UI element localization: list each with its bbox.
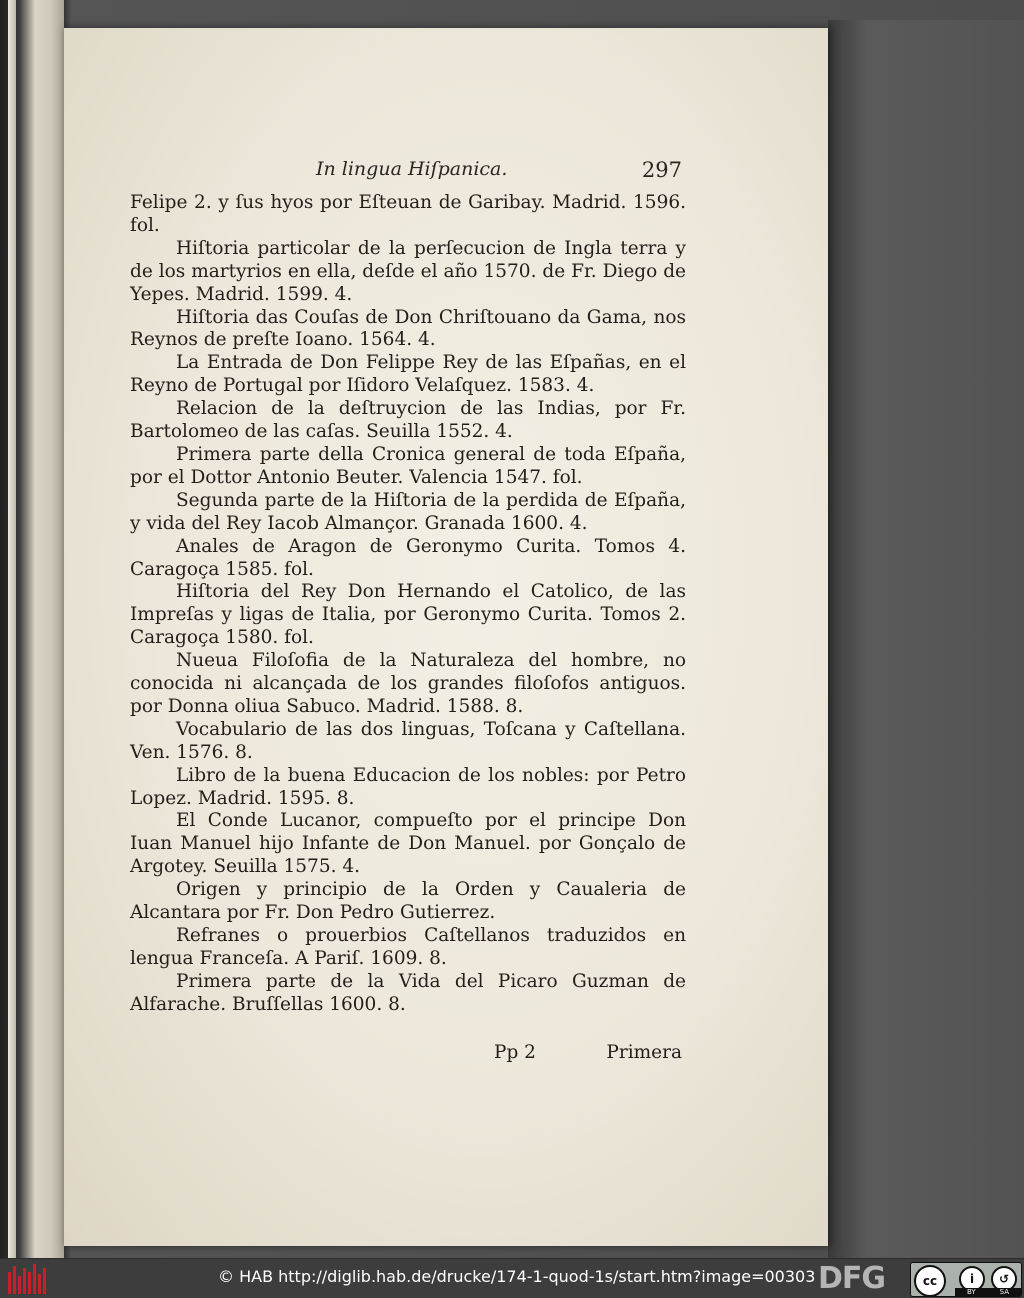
catalog-text <box>130 192 686 1017</box>
catalog-entry: Primera parte de la Vida del Picaro Guzman de Alfarache. Bruſſellas 1600. 8. <box>130 970 686 1015</box>
dfg-logo[interactable]: DFG <box>818 1261 886 1296</box>
cc-sa-icon: ↺ <box>991 1266 1017 1292</box>
catchword: Primera <box>606 1042 682 1063</box>
catalog-entry: La Entrada de Don Felippe Rey de las Eſpañas, en el Reyno de Portugal por Iſidoro Velaſquez. 1583. 4. <box>130 352 686 397</box>
cc-sa-label: SA <box>999 1288 1009 1296</box>
catalog-entry: Hiſtoria particolar de la perſecucion de Ingla terra y de los martyrios en ella, deſde el año 1570. de Fr. Diego de Yepes. Madrid. 1599. 4. <box>130 237 686 305</box>
running-head <box>250 154 690 190</box>
catalog-entry: Anales de Aragon de Geronymo Curita. Tomos 4. Caragoça 1585. fol. <box>130 535 686 580</box>
cc-labels <box>955 1288 1021 1296</box>
catalog-entry: Nueua Filoſofia de la Naturaleza del hombre, no conocida ni alcançada de los grandes filoſofos antiguos. por Donna oliua Sabuco. Madrid. 1588. 8. <box>130 650 686 717</box>
cc-by-label: BY <box>966 1288 976 1296</box>
page-number: 297 <box>641 158 682 182</box>
catalog-entry: Relacion de la deſtruycion de las Indias, por Fr. Bartolomeo de las caſas. Seuilla 1552. 4. <box>130 398 686 443</box>
catalog-entry: Hiſtoria das Couſas de Don Chriſtouano da Gama, nos Reynos de preſte Ioano. 1564. 4. <box>130 306 686 351</box>
page-footer <box>130 1038 686 1066</box>
catalog-entry: Segunda parte de la Hiſtoria de la perdida de Eſpaña, y vida del Rey Iacob Almançor. Granada 1600. 4. <box>130 489 686 534</box>
catalog-entry: Felipe 2. y ſus hyos por Eſteuan de Garibay. Madrid. 1596. fol. <box>130 192 686 236</box>
page-edge-strip <box>8 0 16 1258</box>
cc-license-badge[interactable] <box>910 1262 1022 1297</box>
copyright-link[interactable]: © HAB http://diglib.hab.de/drucke/174-1-quod-1s/start.htm?image=00303 <box>218 1267 816 1286</box>
catalog-entry: Refranes o prouerbios Caſtellanos traduzidos en lengua Franceſa. A Pariſ. 1609. 8. <box>130 925 686 969</box>
catalog-entry: Vocabulario de las dos linguas, Toſcana y Caſtellana. Ven. 1576. 8. <box>130 718 686 763</box>
catalog-entry: Primera parte della Cronica general de toda Eſpaña, por el Dottor Antonio Beuter. Valencia 1547. fol. <box>130 443 686 488</box>
cc-by-icon: i <box>959 1266 985 1292</box>
catalog-entry: Libro de la buena Educacion de los nobles: por Petro Lopez. Madrid. 1595. 8. <box>130 764 686 809</box>
catalog-entry: Hiſtoria del Rey Don Hernando el Catolico, de las Impreſas y ligas de Italia, por Geronymo Curita. Tomos 2. Caragoça 1580. fol. <box>130 581 686 649</box>
signature-mark: Pp 2 <box>494 1042 536 1063</box>
cc-icon: cc <box>914 1265 946 1297</box>
viewer-footer-bar <box>0 1258 1024 1298</box>
catalog-entry: Origen y principio de la Orden y Caualeria de Alcantara por Fr. Don Pedro Gutierrez. <box>130 879 686 924</box>
hab-logo-icon[interactable] <box>8 1264 46 1294</box>
running-head-title: In lingua Hiſpanica. <box>316 158 508 180</box>
right-margin-shadow <box>828 20 1024 1258</box>
left-page-edge <box>0 0 64 1258</box>
catalog-entry: El Conde Lucanor, compueſto por el principe Don Iuan Manuel hijo Infante de Don Manuel. por Gonçalo de Argotey. Seuilla 1575. 4. <box>130 810 686 878</box>
